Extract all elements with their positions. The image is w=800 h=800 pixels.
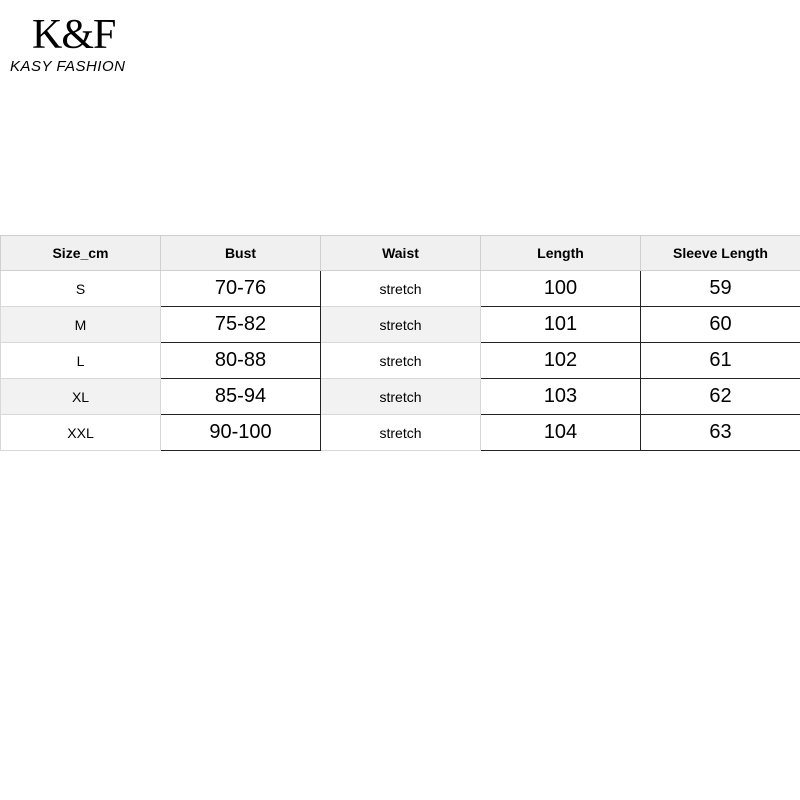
header-sleeve-length: Sleeve Length xyxy=(641,236,800,271)
table-row xyxy=(1,343,800,379)
waist-cell: stretch xyxy=(321,271,481,307)
size-cell: M xyxy=(1,307,161,343)
size-cell: S xyxy=(1,271,161,307)
header-waist: Waist xyxy=(321,236,481,271)
brand-name: KASY FASHION xyxy=(10,58,126,75)
table-row xyxy=(1,415,800,451)
bust-cell: 75-82 xyxy=(161,307,321,343)
table-row xyxy=(1,379,800,415)
waist-cell: stretch xyxy=(321,343,481,379)
header-row xyxy=(1,236,800,271)
size-cell: XL xyxy=(1,379,161,415)
bust-cell: 90-100 xyxy=(161,415,321,451)
size-chart-table xyxy=(0,235,800,451)
size-cell: XXL xyxy=(1,415,161,451)
sleeve-length-cell: 63 xyxy=(641,415,800,451)
sleeve-length-cell: 62 xyxy=(641,379,800,415)
waist-cell: stretch xyxy=(321,415,481,451)
bust-cell: 70-76 xyxy=(161,271,321,307)
length-cell: 103 xyxy=(481,379,641,415)
waist-cell: stretch xyxy=(321,379,481,415)
table-row xyxy=(1,307,800,343)
sleeve-length-cell: 59 xyxy=(641,271,800,307)
header-length: Length xyxy=(481,236,641,271)
brand-logo xyxy=(10,14,150,75)
sleeve-length-cell: 60 xyxy=(641,307,800,343)
logo-mark: K&F xyxy=(32,12,116,58)
header-bust: Bust xyxy=(161,236,321,271)
sleeve-length-cell: 61 xyxy=(641,343,800,379)
length-cell: 102 xyxy=(481,343,641,379)
table-row xyxy=(1,271,800,307)
length-cell: 104 xyxy=(481,415,641,451)
header-size: Size_cm xyxy=(1,236,161,271)
size-cell: L xyxy=(1,343,161,379)
waist-cell: stretch xyxy=(321,307,481,343)
bust-cell: 80-88 xyxy=(161,343,321,379)
bust-cell: 85-94 xyxy=(161,379,321,415)
length-cell: 100 xyxy=(481,271,641,307)
length-cell: 101 xyxy=(481,307,641,343)
